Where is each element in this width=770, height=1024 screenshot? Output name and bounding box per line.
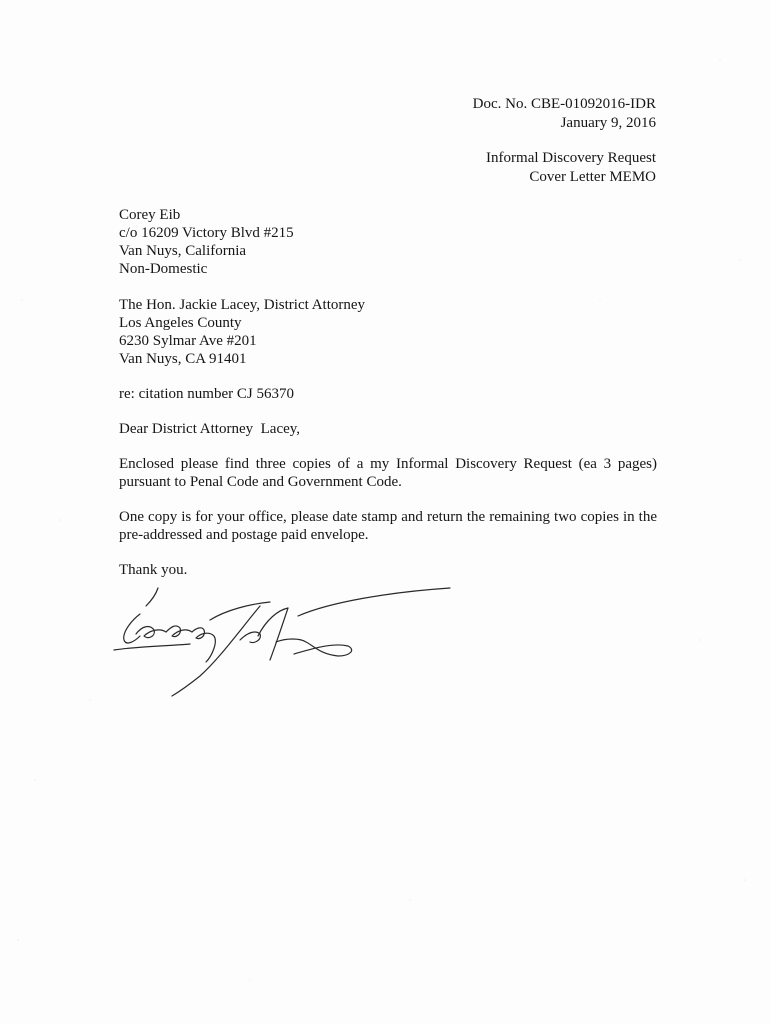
document-header: [473, 95, 656, 187]
document-date: January 9, 2016: [560, 115, 656, 131]
salutation: Dear District Attorney Lacey,: [119, 421, 301, 437]
sender-address-line-1: c/o 16209 Victory Blvd #215: [119, 225, 294, 241]
subject-line-2: Cover Letter MEMO: [529, 169, 656, 185]
closing: Thank you.: [119, 562, 188, 578]
body-paragraph-2: One copy is for your office, please date stamp and return the remaining two copies in the pre-addressed and postage paid envelope.: [119, 509, 657, 543]
recipient-address-block: [119, 296, 657, 368]
recipient-name: The Hon. Jackie Lacey, District Attorney: [119, 297, 366, 313]
subject-line-1: Informal Discovery Request: [486, 150, 656, 166]
sender-address-line-3: Non-Domestic: [119, 261, 208, 277]
recipient-line-4: Van Nuys, CA 91401: [119, 351, 247, 367]
handwritten-signature: [110, 580, 460, 700]
recipient-line-2: Los Angeles County: [119, 315, 242, 331]
sender-address-line-2: Van Nuys, California: [119, 243, 247, 259]
document-number: Doc. No. CBE-01092016-IDR: [472, 96, 656, 112]
letter-body: [119, 206, 657, 596]
body-paragraph-1: Enclosed please find three copies of a my Informal Discovery Request (ea 3 pages) pursuant to Penal Code and Government Code.: [119, 456, 657, 490]
sender-address-block: [119, 206, 657, 278]
sender-name: Corey Eib: [119, 207, 181, 223]
reference-line: re: citation number CJ 56370: [119, 386, 294, 402]
recipient-line-3: 6230 Sylmar Ave #201: [119, 333, 257, 349]
